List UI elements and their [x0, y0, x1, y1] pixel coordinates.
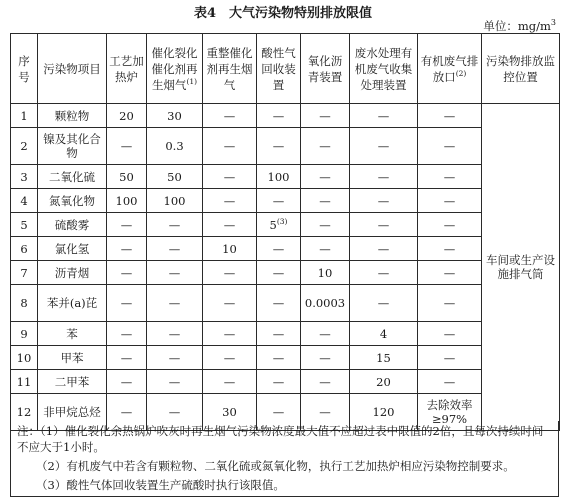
limit-value-cell: 120 [350, 394, 418, 431]
pollutant-name-cell: 氮氧化物 [38, 189, 107, 213]
table-body [11, 104, 560, 431]
limit-value-cell: — [418, 285, 482, 322]
limit-value-cell: 50 [147, 165, 203, 189]
column-header: 有机废气排放口$^{(2)}$ [418, 34, 482, 104]
column-header: 催化裂化催化剂再生烟气$^{(1)}$ [147, 34, 203, 104]
row-number-cell: 8 [11, 285, 38, 322]
limit-value-cell: 4 [350, 322, 418, 346]
table-row [11, 346, 560, 370]
limit-value-cell: — [257, 189, 301, 213]
limit-value-cell: — [418, 237, 482, 261]
pollutant-name-cell: 镍及其化合物 [38, 128, 107, 165]
limit-value-cell: — [301, 346, 350, 370]
limit-value-cell: — [418, 370, 482, 394]
table-row [11, 165, 560, 189]
monitor-location-cell: 车间或生产设施排气筒 [482, 104, 560, 431]
limit-value-cell: — [257, 370, 301, 394]
limit-value-cell: 20 [350, 370, 418, 394]
limit-value-cell: — [301, 394, 350, 431]
column-header: 氧化沥青装置 [301, 34, 350, 104]
limit-value-cell: — [418, 104, 482, 128]
limit-value-cell: 10 [203, 237, 257, 261]
pollutant-name-cell: 颗粒物 [38, 104, 107, 128]
limit-value-cell: — [203, 370, 257, 394]
row-number-cell: 10 [11, 346, 38, 370]
limit-value-cell: — [257, 128, 301, 165]
limit-value-cell: — [301, 128, 350, 165]
table-row [11, 104, 560, 128]
column-header: 序号 [11, 34, 38, 104]
limit-value-cell: — [350, 189, 418, 213]
pollutant-name-cell: 二甲苯 [38, 370, 107, 394]
limit-value-cell: — [203, 128, 257, 165]
pollutant-name-cell: 甲苯 [38, 346, 107, 370]
limit-value-cell: — [418, 322, 482, 346]
row-number-cell: 11 [11, 370, 38, 394]
limit-value-cell: — [203, 322, 257, 346]
limit-value-cell: — [203, 104, 257, 128]
limit-value-cell: 20 [107, 104, 147, 128]
row-number-cell: 5 [11, 213, 38, 237]
table-row [11, 237, 560, 261]
limit-value-cell: — [418, 261, 482, 285]
limit-value-cell: — [147, 237, 203, 261]
row-number-cell: 4 [11, 189, 38, 213]
pollutant-name-cell: 非甲烷总烃 [38, 394, 107, 431]
limit-value-cell: 15 [350, 346, 418, 370]
limit-value-cell: — [107, 128, 147, 165]
table-row [11, 128, 560, 165]
limit-value-cell: 去除效率≥97% [418, 394, 482, 431]
limit-value-cell: — [257, 285, 301, 322]
table-row [11, 370, 560, 394]
limit-value-cell: — [107, 261, 147, 285]
limit-value-cell: — [418, 189, 482, 213]
limit-value-cell: 100 [147, 189, 203, 213]
table-row [11, 189, 560, 213]
pollutant-name-cell: 沥青烟 [38, 261, 107, 285]
limit-value-cell: 30 [203, 394, 257, 431]
limit-value-cell: — [107, 285, 147, 322]
limit-value-cell: — [107, 370, 147, 394]
limit-value-cell: 10 [301, 261, 350, 285]
limit-value-cell: — [418, 346, 482, 370]
table-title: 表4 大气污染物特别排放限值 [193, 6, 373, 21]
limit-value-cell: — [301, 237, 350, 261]
limit-value-cell: — [107, 213, 147, 237]
note-3: （3）酸性气体回收装置生产硫酸时执行该限值。 [36, 478, 285, 492]
limit-value-cell: — [107, 322, 147, 346]
table-row [11, 322, 560, 346]
note-1: 注：（1）催化裂化余热锅炉吹灰时再生烟气污染物浓度最大值不应超过表中限值的2倍，且每次持续时间不应大于1小时。 [17, 424, 544, 454]
limit-value-cell: — [301, 189, 350, 213]
limit-value-cell: — [107, 346, 147, 370]
limit-value-cell: — [350, 104, 418, 128]
limit-value-cell: 30 [147, 104, 203, 128]
limit-value-cell: — [147, 346, 203, 370]
table-row [11, 261, 560, 285]
row-number-cell: 2 [11, 128, 38, 165]
column-header: 重整催化剂再生烟气 [203, 34, 257, 104]
column-header: 污染物排放监控位置 [482, 34, 560, 104]
limit-value-cell: — [257, 237, 301, 261]
limit-value-cell: 0.0003 [301, 285, 350, 322]
table-row [11, 285, 560, 322]
limit-value-cell: — [147, 285, 203, 322]
limit-value-cell: — [301, 370, 350, 394]
limit-value-cell: — [257, 322, 301, 346]
limit-value-cell: — [203, 346, 257, 370]
table-row [11, 213, 560, 237]
limit-value-cell: — [257, 104, 301, 128]
column-header: 废水处理有机废气收集处理装置 [350, 34, 418, 104]
limit-value-cell: — [350, 165, 418, 189]
column-header: 污染物项目 [38, 34, 107, 104]
limit-value-cell: — [350, 213, 418, 237]
table-header-row [11, 34, 560, 104]
limit-value-cell: — [147, 394, 203, 431]
limit-value-cell: — [301, 104, 350, 128]
limit-value-cell: — [147, 322, 203, 346]
limit-value-cell: — [350, 128, 418, 165]
table-notes [10, 421, 559, 497]
limit-value-cell: — [350, 237, 418, 261]
limit-value-cell: — [350, 285, 418, 322]
row-number-cell: 12 [11, 394, 38, 431]
limit-value-cell: — [257, 346, 301, 370]
limit-value-cell: — [203, 285, 257, 322]
limit-value-cell: — [418, 165, 482, 189]
pollutant-name-cell: 氯化氢 [38, 237, 107, 261]
limit-value-cell: 50 [107, 165, 147, 189]
pollutant-name-cell: 硫酸雾 [38, 213, 107, 237]
pollutant-name-cell: 苯并(a)芘 [38, 285, 107, 322]
limit-value-cell: — [418, 213, 482, 237]
limit-value-cell: — [203, 165, 257, 189]
emission-limits-table [10, 33, 560, 431]
limit-value-cell: — [301, 165, 350, 189]
row-number-cell: 6 [11, 237, 38, 261]
limit-value-cell: — [147, 370, 203, 394]
note-2: （2）有机废气中若含有颗粒物、二氧化硫或氮氧化物，执行工艺加热炉相应污染物控制要求。 [36, 459, 515, 473]
limit-value-cell: — [257, 394, 301, 431]
limit-value-cell: 100 [107, 189, 147, 213]
column-header: 酸性气回收装置 [257, 34, 301, 104]
limit-value-cell: — [203, 261, 257, 285]
row-number-cell: 3 [11, 165, 38, 189]
column-header: 工艺加热炉 [107, 34, 147, 104]
unit-label: 单位：$mg/m^3$ [483, 18, 556, 33]
limit-value-cell: — [203, 189, 257, 213]
limit-value-cell: 5$^{(3)}$ [257, 213, 301, 237]
limit-value-cell: 0.3 [147, 128, 203, 165]
row-number-cell: 1 [11, 104, 38, 128]
limit-value-cell: — [147, 213, 203, 237]
row-number-cell: 7 [11, 261, 38, 285]
limit-value-cell: — [350, 261, 418, 285]
row-number-cell: 9 [11, 322, 38, 346]
limit-value-cell: — [418, 128, 482, 165]
pollutant-name-cell: 二氧化硫 [38, 165, 107, 189]
limit-value-cell: — [257, 261, 301, 285]
pollutant-name-cell: 苯 [38, 322, 107, 346]
limit-value-cell: 100 [257, 165, 301, 189]
limit-value-cell: — [203, 213, 257, 237]
limit-value-cell: — [107, 394, 147, 431]
limit-value-cell: — [301, 213, 350, 237]
limit-value-cell: — [301, 322, 350, 346]
limit-value-cell: — [107, 237, 147, 261]
limit-value-cell: — [147, 261, 203, 285]
